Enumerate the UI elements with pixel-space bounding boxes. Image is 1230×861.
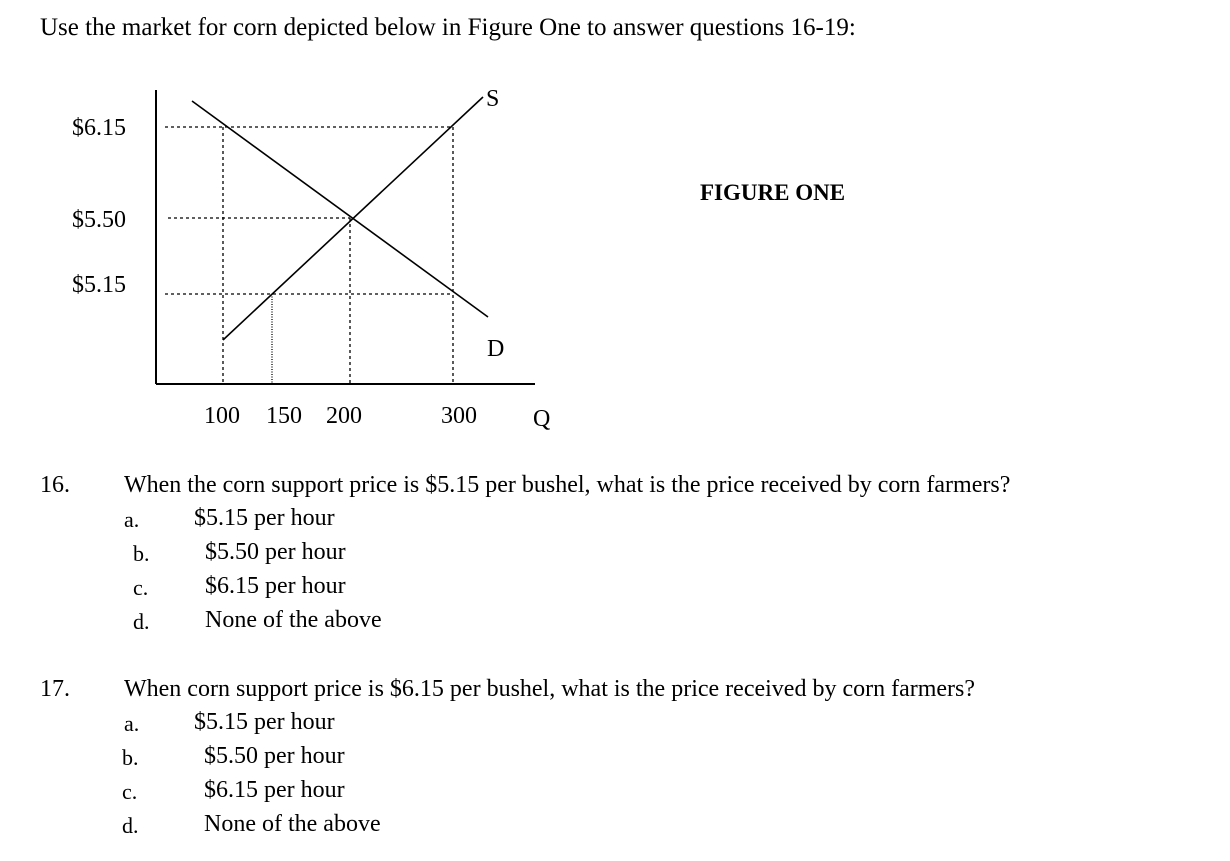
x-axis-label: Q [533, 406, 551, 432]
choice-text: $6.15 per hour [204, 777, 345, 803]
figure-title: FIGURE ONE [700, 180, 846, 205]
choice-text: $5.50 per hour [204, 743, 345, 769]
choice-letter: c. [122, 779, 138, 804]
choice-text: $5.15 per hour [194, 709, 335, 735]
choice-letter: d. [122, 813, 139, 838]
x-tick-label: 150 [266, 403, 302, 429]
question-text: When corn support price is $6.15 per bushel, what is the price received by corn farmers? [124, 676, 976, 702]
y-tick-label: $5.15 [72, 272, 126, 298]
x-tick-label: 200 [326, 403, 362, 429]
demand-label: D [487, 336, 505, 362]
question-number: 16. [40, 472, 70, 498]
intro-text: Use the market for corn depicted below in Figure One to answer questions 16-19: [40, 14, 856, 41]
choice-letter: a. [124, 507, 140, 532]
choice-letter: c. [133, 575, 149, 600]
question-text: When the corn support price is $5.15 per bushel, what is the price received by corn farmers? [124, 472, 1011, 498]
choice-letter: d. [133, 609, 150, 634]
y-tick-label: $6.15 [72, 115, 126, 141]
choice-text: None of the above [205, 607, 382, 633]
y-tick-label: $5.50 [72, 207, 126, 233]
choice-letter: b. [133, 541, 150, 566]
x-tick-label: 300 [441, 403, 477, 429]
question-number: 17. [40, 676, 70, 702]
supply-label: S [486, 86, 500, 112]
choice-letter: b. [122, 745, 139, 770]
choice-text: None of the above [204, 811, 381, 837]
choice-text: $6.15 per hour [205, 573, 346, 599]
choice-letter: a. [124, 711, 140, 736]
choice-text: $5.50 per hour [205, 539, 346, 565]
choice-text: $5.15 per hour [194, 505, 335, 531]
x-tick-label: 100 [204, 403, 240, 429]
